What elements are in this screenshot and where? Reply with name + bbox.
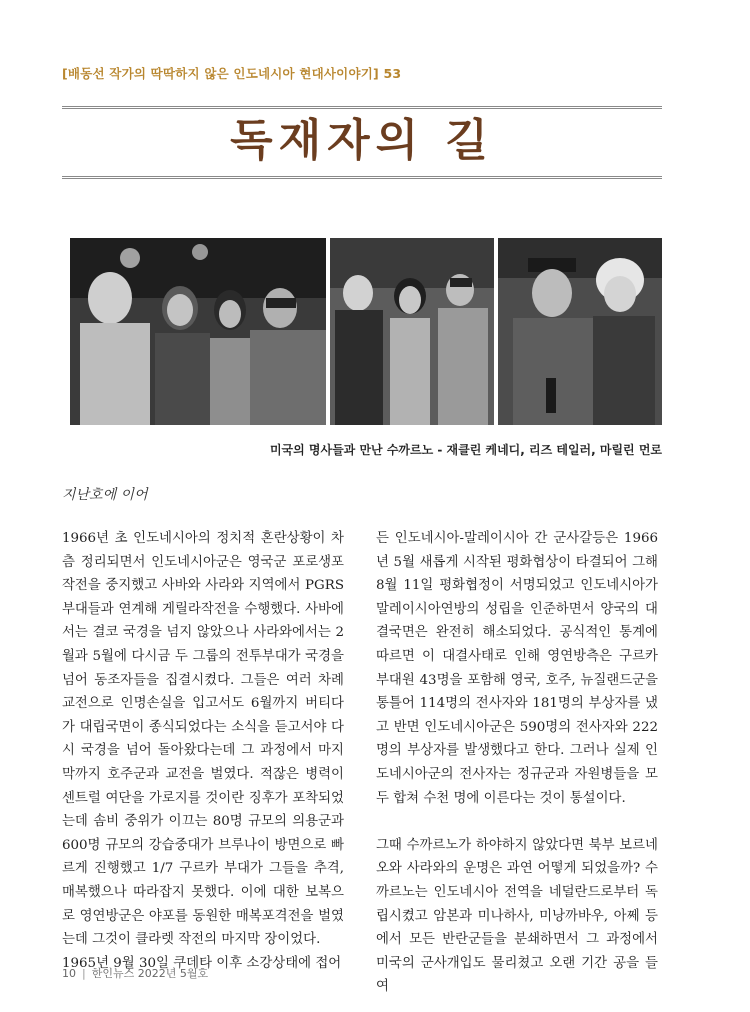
paragraph: 든 인도네시아-말레이시아 간 군사갈등은 1966년 5월 새롭게 시작된 평화협상이 타결되어 그해 8월 11일 평화협정이 서명되었고 인도네시아가 말레이시아연방의 성립을 인준하면서 양국의 대결국면은 완전히 해소되었다. 공식적인 통계에 따르면 이 대결사태로 인해 영연방측은 구르카 부대원 43명을 포함해 영국, 호주, 뉴질랜드군을 통틀어 114명의 전사자와 181명의 부상자를 냈고 반면 인도네시아군은 590명의 전사자와 222명의 부상자를 발생했다고 한다. 그러나 실제 인도네시아군의 전사자는 정규군과 자원병들을 모두 합쳐 수천 명에 이른다는 것이 통설이다. <box>376 531 658 806</box>
page-number: 10 <box>62 967 76 980</box>
photo-taylor <box>330 238 494 425</box>
series-label: [배동선 작가의 딱딱하지 않은 인도네시아 현대사이야기] 53 <box>62 66 402 81</box>
page-footer <box>62 965 208 981</box>
continued-note: 지난호에 이어 <box>62 487 148 503</box>
body-column-left <box>62 527 344 975</box>
body-column-right <box>376 527 658 999</box>
article-title: 독재자의 길 <box>230 115 494 166</box>
footer-separator: | <box>82 967 86 980</box>
title-rule-bottom <box>62 176 662 182</box>
photo-strip <box>70 238 662 425</box>
photo-kennedy <box>70 238 326 425</box>
paragraph: 1965년 9월 30일 쿠데타 이후 소강상태에 접어 <box>62 955 342 971</box>
paragraph: 1966년 초 인도네시아의 정치적 혼란상황이 차츰 정리되면서 인도네시아군은 영국군 포로생포 작전을 중지했고 사바와 사라와 지역에서 PGRS 부대들과 연계해 게릴라작전을 수행했다. 사바에서는 결코 국경을 넘지 않았으나 사라와에서는 2월과 5월에 다시금 두 그룹의 전투부대가 국경을 넘어 동조자들을 집결시켰다. 그들은 여러 차례 교전으로 인명손실을 입고서도 6월까지 버티다가 대립국면이 종식되었다는 소식을 듣고서야 다시 국경을 넘어 돌아왔다는데 그 과정에서 마지막까지 호주군과 교전을 벌였다. 적잖은 병력이 센트럴 여단을 가로지를 것이란 징후가 포착되었는데 솜비 중위가 이끄는 80명 규모의 의용군과 600명 규모의 강습중대가 브루나이 방면으로 빠르게 진행했고 1/7 구르카 부대가 그들을 추격, 매복했으나 따라잡지 못했다. 이에 대한 보복으로 영연방군은 야포를 동원한 매복포격전을 벌였는데 그것이 클라렛 작전의 마지막 장이었다. <box>62 531 344 948</box>
photo-monroe <box>498 238 662 425</box>
photo-caption: 미국의 명사들과 만난 수까르노 - 재클린 케네디, 리즈 테일러, 마릴린 먼로 <box>269 443 662 457</box>
publication-name: 한인뉴스 2022년 5월호 <box>91 967 209 980</box>
paragraph: 그때 수까르노가 하야하지 않았다면 북부 보르네오와 사라와의 운명은 과연 어떻게 되었을까? 수까르노는 인도네시아 전역을 네덜란드로부터 독립시켰고 암본과 미나하사, 미낭까바우, 아쩨 등에서 모든 반란군들을 분쇄하면서 그 과정에서 미국의 군사개입도 물리쳤고 오랜 기간 공을 들여 <box>376 837 658 995</box>
